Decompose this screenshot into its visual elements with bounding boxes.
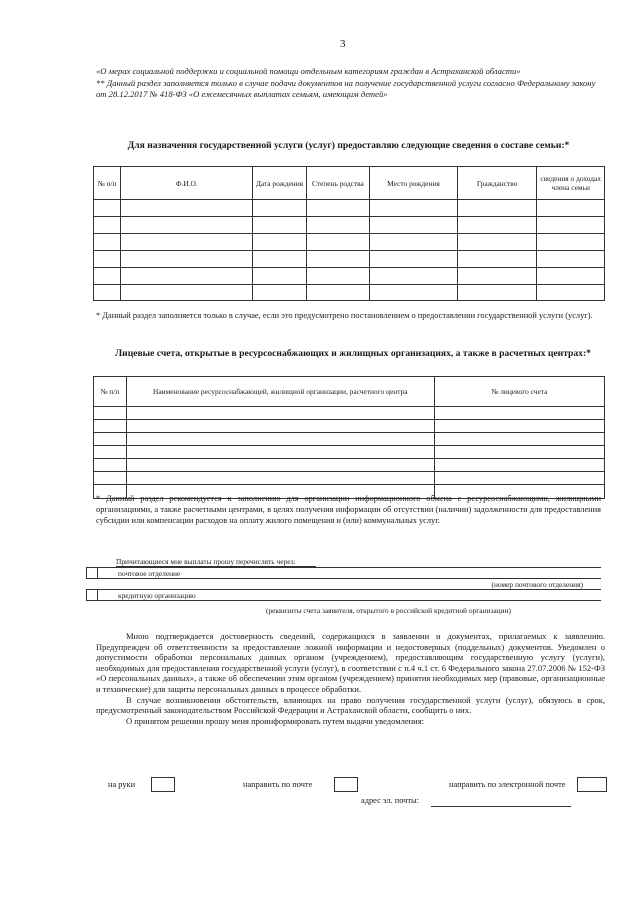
col-income: сведения о доходах члена семьи xyxy=(537,167,605,200)
declaration-paragraph-2: В случае возникновения обстоятельств, влияющих на право получения государственной услуги (услуг), обязуюсь в срок, предусмотренный законодательством Российской Федерации и Астраханской области, сообщить о них. xyxy=(96,694,605,716)
post-office-hint: (номер почтового отделения) xyxy=(98,579,602,590)
payment-lead: Причитающиеся мне выплаты прошу перечислять через: xyxy=(116,557,296,566)
checkbox-post[interactable] xyxy=(334,777,358,792)
accounts-section-note: * Данный раздел рекомендуется к заполнению для организации информационного обмена с ресурсоснабжающими, жилищными организациями, а также расчетными центрами, в целях получения информации об отсутствии (наличии) задолженности для предоставления субсидии или компенсации расходов на оплату жилого помещения и (или) коммунальных услуг. xyxy=(96,494,601,525)
email-input-line[interactable] xyxy=(431,806,571,807)
option-email-label: направить по электронной почте xyxy=(449,780,566,789)
table-row[interactable] xyxy=(94,285,605,301)
checkbox-credit-org[interactable] xyxy=(87,590,98,601)
declaration xyxy=(96,631,605,726)
col-citizenship: Гражданство xyxy=(457,167,537,200)
col-relation: Степень родства xyxy=(306,167,369,200)
table-row[interactable] xyxy=(94,433,605,446)
table-row[interactable] xyxy=(94,420,605,433)
table-row[interactable] xyxy=(94,217,605,234)
accounts-section-heading: Лицевые счета, открытые в ресурсоснабжающих и жилищных организациях, а также в расчетных центрах:* xyxy=(115,348,591,359)
footnote-line-2: ** Данный раздел заполняется только в случае подачи документов на получение государственной услуги согласно Федеральному закону от 28.12.2017 № 418-ФЗ «О ежемесячных выплатах семьям, имеющим детей» xyxy=(96,77,596,99)
col-number: № п/п xyxy=(94,377,127,407)
family-section-heading: Для назначения государственной услуги (услуг) предоставляю следующие сведения о составе семьи:* xyxy=(127,140,570,151)
table-row[interactable] xyxy=(94,446,605,459)
option-post-office: почтовое отделение xyxy=(98,568,602,579)
table-row[interactable] xyxy=(94,407,605,420)
col-account-number: № лицевого счета xyxy=(434,377,604,407)
family-table xyxy=(93,166,605,301)
credit-org-hint: (реквизиты счета заявителя, открытого в российской кредитной организации) xyxy=(266,606,511,615)
footnote-top xyxy=(96,66,601,101)
table-row[interactable] xyxy=(94,268,605,285)
col-birthplace: Место рождения xyxy=(370,167,458,200)
option-hand-label: на руки xyxy=(108,780,136,789)
email-label: адрес эл. почты: xyxy=(361,796,419,805)
table-row[interactable] xyxy=(94,251,605,268)
table-row[interactable] xyxy=(94,234,605,251)
option-credit-org: кредитную организацию xyxy=(98,590,602,601)
col-birthdate: Дата рождения xyxy=(253,167,306,200)
checkbox-email[interactable] xyxy=(577,777,607,792)
col-fio: Ф.И.О. xyxy=(121,167,253,200)
notify-lead: О принятом решении прошу меня проинформировать путем выдачи уведомления: xyxy=(126,715,424,726)
page-number: 3 xyxy=(340,38,346,50)
table-row[interactable] xyxy=(94,472,605,485)
accounts-table xyxy=(93,376,605,499)
table-row[interactable] xyxy=(94,459,605,472)
checkbox-hand[interactable] xyxy=(151,777,175,792)
declaration-paragraph-1: Мною подтверждается достоверность сведений, содержащихся в заявлении и документах, прилагаемых к заявлению. Предупрежден об ответственности за предоставление ложной информации и недостоверных (поддельных) документов. Уведомлен о допустимости обработки персональных данных органом (учреждением), предоставляющим государственную услугу (услуги), необходимых для предоставления государственной услуги (услуг), в соответствии с п.4 ч.1 ст. 6 Федерального закона 27.07.2006 № 152-ФЗ «О персональных данных», а также об обеспечении этим органом (учреждением) принятия необходимых мер (правовые, организационные и технические) для защиты персональных данных в процессе обработки. xyxy=(96,631,605,694)
family-section-note: * Данный раздел заполняется только в случае, если это предусмотрено постановлением о предоставлении государственной услуги (услуг). xyxy=(96,311,593,320)
col-organization: Наименование ресурсоснабжающей, жилищной организации, расчетного центра xyxy=(126,377,434,407)
footnote-line-1: «О мерах социальной поддержки и социальной помощи отдельным категориям граждан в Астраханской области» xyxy=(96,66,521,76)
payment-table xyxy=(86,567,601,601)
table-row[interactable] xyxy=(94,200,605,217)
col-number: № п/п xyxy=(94,167,121,200)
option-post-label: направить по почте xyxy=(243,780,313,789)
checkbox-post-office[interactable] xyxy=(87,568,98,579)
